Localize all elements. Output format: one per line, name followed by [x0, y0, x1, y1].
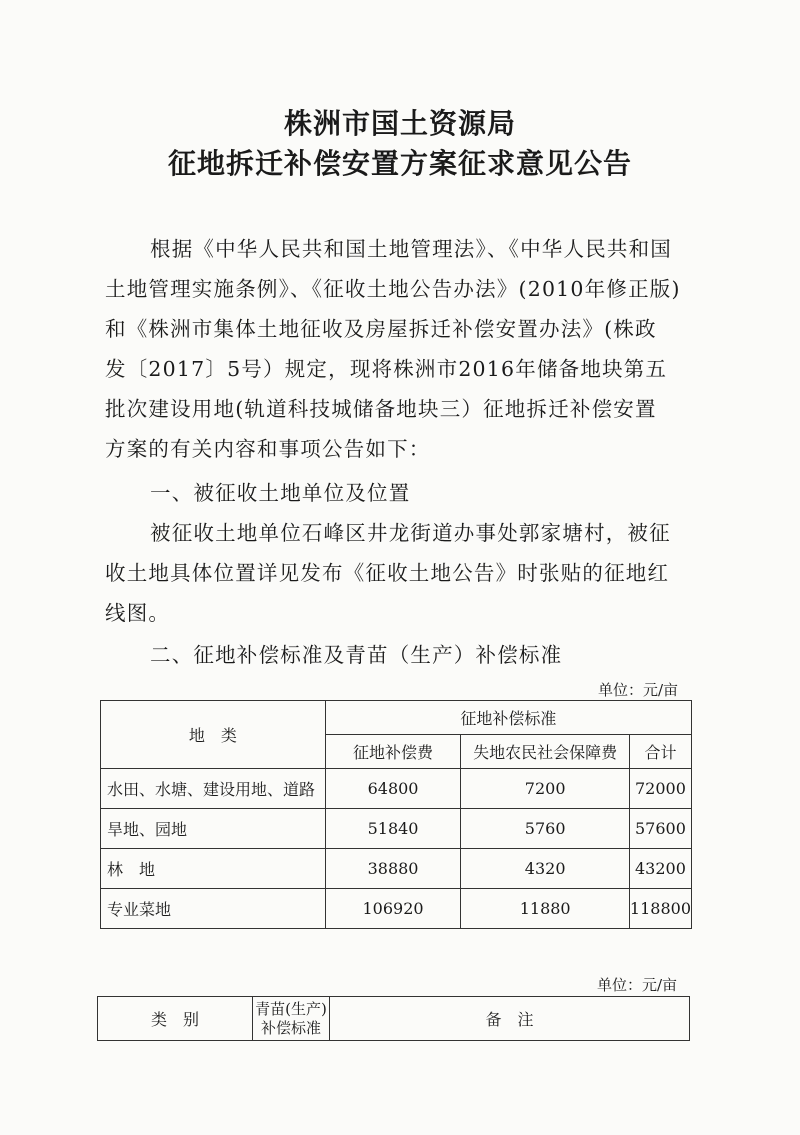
- cell-social: 7200: [461, 769, 630, 809]
- body-line: 被征收土地单位石峰区井龙街道办事处郭家塘村，被征: [150, 521, 671, 545]
- section1-heading: 一、被征收土地单位及位置: [150, 481, 411, 505]
- cell-total: 72000: [629, 769, 691, 809]
- table1-unit: 单位：元/亩: [598, 681, 679, 699]
- cell-social: 4320: [461, 849, 630, 889]
- header-category: 类 别: [98, 997, 253, 1041]
- cell-type: 旱地、园地: [101, 809, 326, 849]
- cell-comp: 51840: [325, 809, 461, 849]
- document-title-line2: 征地拆迁补偿安置方案征求意见公告: [167, 147, 632, 180]
- crop-compensation-table: [97, 996, 690, 1041]
- header-crop-standard: [253, 997, 330, 1041]
- table-row: [101, 889, 692, 929]
- header-col: 征地补偿费: [325, 735, 461, 769]
- cell-comp: 64800: [325, 769, 461, 809]
- header-group: 征地补偿标准: [325, 701, 691, 735]
- cell-social: 11880: [461, 889, 630, 929]
- header-remarks: 备 注: [330, 997, 690, 1041]
- header-col: 合计: [629, 735, 691, 769]
- section2-heading: 二、征地补偿标准及青苗（生产）补偿标准: [150, 643, 563, 667]
- cell-type: 水田、水塘、建设用地、道路: [101, 769, 326, 809]
- cell-type: 林 地: [101, 849, 326, 889]
- cell-comp: 38880: [325, 849, 461, 889]
- header-crop-standard-line2: 补偿标准: [260, 1018, 321, 1037]
- header-col: 失地农民社会保障费: [461, 735, 630, 769]
- cell-type: 专业菜地: [101, 889, 326, 929]
- document-title-line1: 株洲市国土资源局: [283, 107, 516, 140]
- table2-unit: 单位：元/亩: [597, 976, 678, 994]
- body-line: 土地管理实施条例》、《征收土地公告办法》(2010年修正版): [105, 277, 681, 301]
- body-line: 方案的有关内容和事项公告如下：: [105, 437, 431, 461]
- cell-comp: 106920: [325, 889, 461, 929]
- compensation-table: [100, 700, 692, 929]
- cell-total: 118800: [629, 889, 691, 929]
- table-row: [101, 849, 692, 889]
- body-line: 收土地具体位置详见发布《征收土地公告》时张贴的征地红: [105, 561, 670, 585]
- header-crop-standard-line1: 青苗(生产): [255, 999, 327, 1018]
- body-line: 根据《中华人民共和国土地管理法》、《中华人民共和国: [150, 237, 672, 261]
- body-line: 批次建设用地(轨道科技城储备地块三）征地拆迁补偿安置: [105, 397, 657, 421]
- table-row: [101, 769, 692, 809]
- body-line: 和《株洲市集体土地征收及房屋拆迁补偿安置办法》(株政: [105, 317, 657, 341]
- header-land-type: 地 类: [101, 701, 326, 769]
- cell-total: 43200: [629, 849, 691, 889]
- table-row: [101, 809, 692, 849]
- body-line: 发〔2017〕5号）规定，现将株洲市2016年储备地块第五: [105, 357, 668, 381]
- cell-social: 5760: [461, 809, 630, 849]
- cell-total: 57600: [629, 809, 691, 849]
- body-line: 线图。: [105, 601, 171, 625]
